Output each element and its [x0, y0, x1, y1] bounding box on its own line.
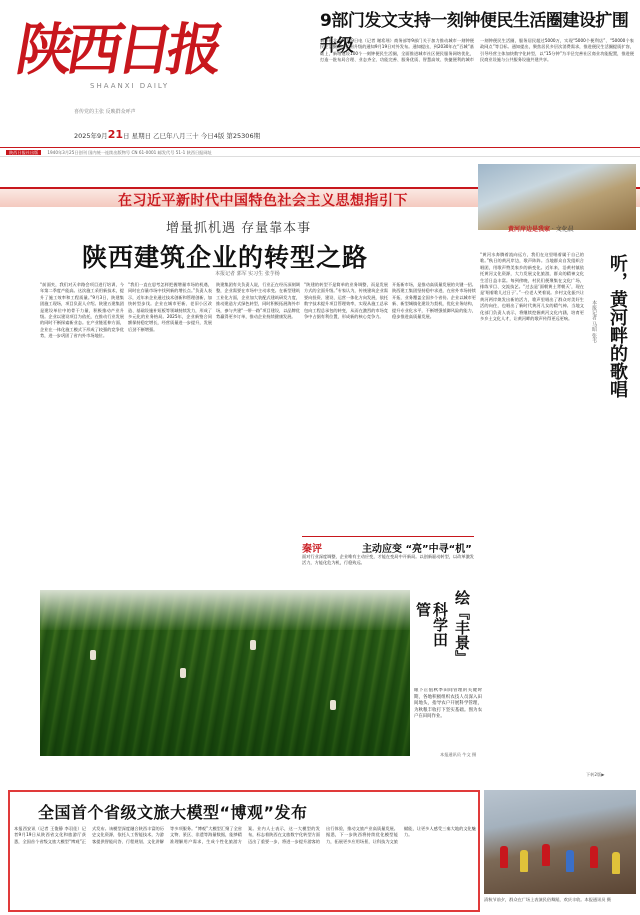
dancer-figure — [566, 850, 574, 872]
river-feature-title[interactable]: 听，黄河畔的歌唱 — [607, 254, 628, 398]
dancer-figure — [612, 852, 620, 874]
issue-date: 2025年9月21日 星期日 乙巳年八月三十 今日4版 第25306期 — [74, 128, 261, 141]
dancer-figure — [590, 846, 598, 868]
river-feature-text: “黄河水奔腾着流向远方，我们在这里唱着属于自己的歌。”秋日的黄河岸边，歌声阵阵。当地群众自发组织合唱团，用歌声赞美家乡的新变化。近年来，沿黄村镇依托黄河文化资源，大力发展文化旅游，群众的精神文化生活日益丰富。每到傍晚，村民们便聚集在文化广场，排练节目、交流技艺。“过去是‘面朝黄土背朝天’，现在是‘唱着歌儿过日子’。”一位老人笑着说。乡村文化振兴让黄河两岸焕发出新的活力，歌声里唱出了群众对美好生活的向往，也唱出了新时代黄河儿女的精气神。当地文化部门负责人表示，将继续挖掘黄河文化内涵，培育更多乡土文化人才，让黄河畔的歌声传得更远更响。 — [480, 252, 584, 322]
main-story-column: “陕建的转型不是简单的业务调整，而是发展方式的全面升级。”专家认为，传统建筑企业需要向投资、建设、运营一体化方向发展，依托数字技术提升项目管理效率，实现从施工总承包向工程总承包的转变，从而在激烈的市场竞争中占据有利位置，形成新的核心竞争力。 — [304, 282, 388, 320]
publisher-tag: 陕西日报社出版 — [6, 150, 41, 155]
editorial-title[interactable]: 主动应变 “亮”中寻“机” — [362, 544, 472, 555]
farmer-figure — [180, 668, 186, 678]
newspaper-logo — [11, 6, 224, 90]
dancer-figure — [542, 844, 550, 866]
editorial-text: 面对行业深度调整，企业唯有主动应变，才能在变局中开新局。以创新驱动转型，以改革激发活力，方能化危为机，行稳致远。 — [302, 554, 474, 566]
main-story-byline: 本报记者 郭军 实习生 张芋杨 — [215, 271, 280, 277]
issue-day: 21 — [107, 128, 123, 141]
yellow-river-photo — [478, 164, 636, 230]
main-story-title[interactable]: 陕西建筑企业的转型之路 — [82, 243, 369, 272]
bottom-story-title[interactable]: 全国首个省级文旅大模型“博观”发布 — [38, 803, 308, 822]
farmer-figure — [90, 650, 96, 660]
main-story-column: 开拓新市场，是推动高质量发展的关键一招。陕西建工集团坚持稳中求进，在省外市场持续开拓，业务覆盖全国多个省份。企业以城市更新、新型城镇化建设为契机，优化业务结构，提升专业化水平，不断增强抵御风险的能力，稳步推进高质量发展。 — [392, 282, 476, 320]
photo-title-right: 绘『丰景』 — [453, 590, 471, 665]
top-story-headline[interactable]: 9部门发文支持一刻钟便民生活圈建设扩围升级 — [320, 11, 629, 56]
photo-title-left: 科学田管 — [414, 602, 449, 647]
top-story-body: 新华社北京9月19日电（记者 谢希瑶）商务部等9部门关于加力推动城市一刻钟便民生活圈建设扩围升级的通知9月19日对外发布。通知提出，到2030年在“百城”基础上，新增建设100个一刻钟便民生活圈，全面推进城市社区便民服务网络优化，打造一批布局合理、业态齐全、功能完善、服务优质、智慧高效、快捷便利的城市一刻钟便民生活圈，服务居民超过5000万，实现“5000个便利店”、“50000个家政网点”等目标。通知提出，聚焦居民多层次消费需求，推进便民生活圈提质扩容，引导经营主体加快数字化转型，以“15分钟”为半径完善社区商业功能配置，推进便民商业设施与公共服务设施共建共享。 — [320, 38, 634, 63]
river-feature-byline: 本报记者 马昭 张韦 — [591, 300, 597, 344]
editorial-header — [302, 536, 474, 554]
main-story-column: “我们一直在思考怎样把握增量市场的机遇，同时在存量市场中找到新的增长点。”负责人表示，近年来企业通过技术创新和管理创新，加快转型步伐。企业在城市更新、老旧小区改造、基础设施补短板等领域持续发力，形成了多元化的业务格局。2025年，企业新签合同额保持稳定增长，经营质量进一步提升，发展后劲不断增强。 — [128, 282, 212, 332]
farmer-figure — [250, 640, 256, 650]
continued-note: 下转2版▶ — [586, 772, 605, 777]
bottom-story-body: 本报西安讯（记者 王俊静 李羽佳）记者9月19日从陕西省文化和旅游厅获悉，全国首个省级文旅大模型“博观”正式发布。该模型深度融合陕西丰富的历史文化资源，依托人工智能技术，为游客提供智能问答、行程规划、文化讲解等多项服务。“博观”大模型汇聚了全省文物、景区、非遗等海量数据，能够精准理解用户需求，生成个性化旅游方案。业内人士表示，这一大模型的发布，标志着陕西在文旅数字化转型方面迈出了重要一步，将进一步提升游客的出行体验，推动文旅产业高质量发展。据悉，下一步陕西将持续优化模型能力，拓展更多应用场景，让科技为文旅赋能，让更多人感受三秦大地的文化魅力。 — [14, 826, 476, 844]
dance-photo-caption: 清秋节前夕，群众在广场上表演民俗舞蹈，欢庆丰收。本报通讯员 摄 — [484, 897, 611, 902]
folk-dance-photo — [484, 790, 636, 894]
photo-feature-text: 眼下正值秋季田间管理的关键时期，各地积极组织农技人员深入田间地头，指导农户开展科学管理，为秋粮丰收打下坚实基础。图为农户在田间作业。 — [414, 688, 482, 720]
photo-feature-byline: 本报通讯员 牛文 摄 — [440, 752, 477, 757]
farmer-figure — [330, 700, 336, 710]
main-story-column: “前面夹，我们对天伞路会项目进行培训，今年第二季度产能高。这次施工采用新技术，提升了施工效率和工程质量。”9月3日，陕建集团施工现场，项目负责人介绍。陕建五建集团是建设单位中的骨干力量，积极推动产业升级。企业以建设项目为依托，在推动行业发展的同时不断探索新业态。在产业链延伸方面，企业在一体化施工模式下形成了较强的竞争优势，进一步巩固了省内外市场地位。 — [40, 282, 124, 339]
main-story-column: 陕建集团有关负责人说，行业正在经历深刻调整，企业需要在市场中主动求变。在新型建筑工业化方面，企业加大装配式建筑研发力度，推动建造方式绿色转型，同时积极拓展海外市场，参与共建“一带一路”项目建设，以品牌优势赢得更多订单，推动企业持续健康发展。 — [216, 282, 300, 320]
banner-text: 在习近平新时代中国特色社会主义思想指引下 — [118, 193, 408, 209]
field-photo-sky — [40, 590, 410, 630]
dancer-figure — [520, 850, 528, 872]
logo-text: 陕西日报 — [11, 17, 224, 83]
main-story-kicker: 增量抓机遇 存量靠本事 — [166, 221, 312, 236]
river-photo-label: 黄河岸边是我家 · 文化晨 — [508, 226, 574, 233]
publication-info-bar — [0, 147, 640, 157]
photo-feature-title — [414, 590, 476, 665]
publication-info: 1940年3月25日创刊 国内统一连续出版物号 CN 61-0001 邮发代号 51-1 陕西日报网址 — [47, 150, 212, 155]
logo-english: SHAANXI DAILY — [90, 82, 170, 90]
masthead-motto: 喜传党的主张 反映群众呼声 — [74, 109, 136, 115]
editorial-brand: 秦评 — [302, 544, 322, 555]
dancer-figure — [500, 846, 508, 868]
